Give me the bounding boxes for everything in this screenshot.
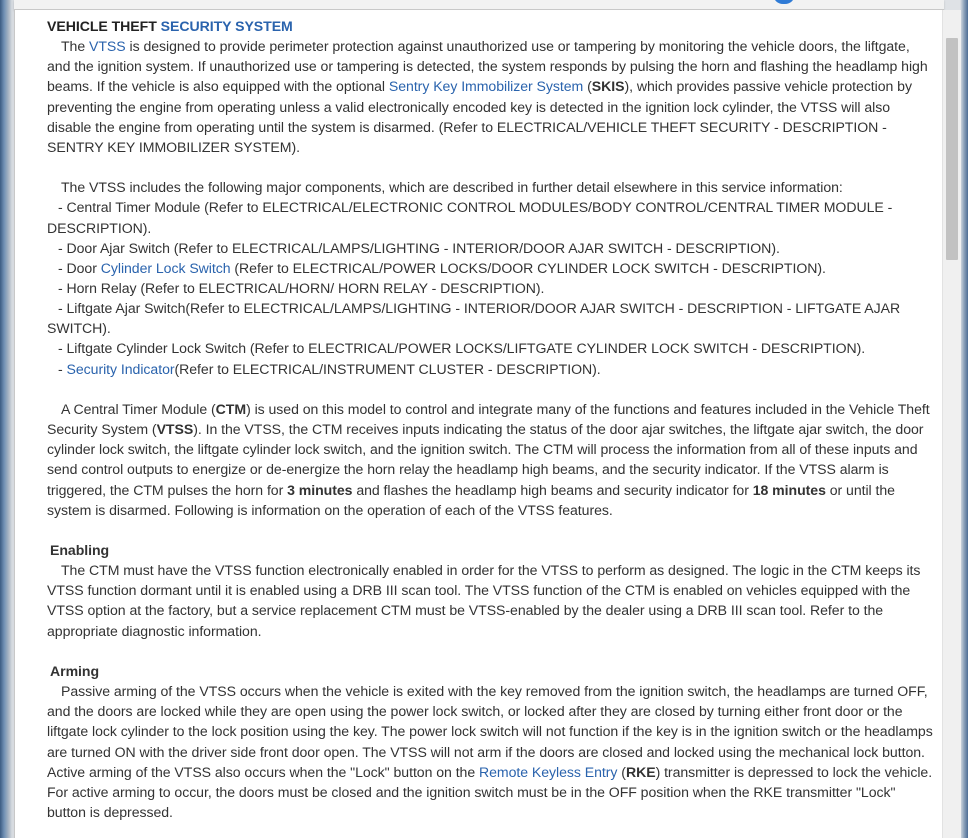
vtss-link[interactable]: VTSS [89, 38, 126, 55]
list-item: - Horn Relay (Refer to ELECTRICAL/HORN/ HORN RELAY - DESCRIPTION). [58, 280, 545, 297]
ctm-paragraph [47, 399, 935, 520]
title-prefix: VEHICLE THEFT [47, 18, 161, 34]
enabling-paragraph: The CTM must have the VTSS function electronically enabled in order for the VTSS to perform as designed. The logic in the CTM keeps its VTSS function dormant until it is enabled using a DRB III scan tool. The VTSS function of the CTM is enabled on vehicles equipped with the VTSS option at the factory, but a service replacement CTM must be VTSS-enabled by the dealer using a DRB III scan tool. Refer to the appropriate diagnostic information. [47, 562, 921, 639]
enabling-heading: Enabling [50, 542, 110, 559]
remote-keyless-entry-link[interactable]: Remote Keyless Entry [479, 763, 618, 780]
rke-abbrev: RKE [625, 763, 656, 780]
ctm-text-2: ) is used on this model to control and integrate many of the functions and features included in the Vehicle Theft Security System ( [47, 400, 930, 438]
intro-text-4: ), which provides passive vehicle protection by preventing the engine from operating unless a valid electronically encoded key is detected in the ignition lock cylinder, the VTSS will also disable the engine from operating until the system is disarmed. (Refer to ELECTRICAL/VEHICLE THEFT SECURITY - DESCRIPTION - SENTRY KEY IMMOBILIZER SYSTEM). [47, 78, 912, 155]
components-intro: The VTSS includes the following major components, which are described in further detail elsewhere in this service information: [61, 179, 843, 196]
flash-duration: 18 minutes [752, 481, 826, 498]
spacer [47, 379, 935, 399]
skis-link[interactable]: Sentry Key Immobilizer System [388, 78, 584, 95]
list-item-suffix: (Refer to ELECTRICAL/POWER LOCKS/DOOR CYLINDER LOCK SWITCH - DESCRIPTION). [230, 259, 826, 276]
horn-duration: 3 minutes [287, 481, 353, 498]
skis-abbrev: SKIS [591, 78, 625, 95]
arming-text-2: ( [617, 763, 626, 780]
list-item [47, 258, 935, 278]
document-pane [14, 10, 943, 838]
intro-paragraph [47, 36, 935, 157]
list-item: - Central Timer Module (Refer to ELECTRICAL/ELECTRONIC CONTROL MODULES/BODY CONTROL/CENTRAL TIMER MODULE - DESCRIPTION). [47, 199, 893, 236]
ctm-text-5: or until the system is disarmed. Following is information on the operation of each of the VTSS features. [47, 481, 895, 518]
ctm-text-4: and flashes the headlamp high beams and security indicator for [352, 481, 753, 498]
service-document [47, 16, 935, 822]
security-system-link[interactable]: SECURITY SYSTEM [160, 18, 293, 34]
cylinder-lock-switch-link[interactable]: Cylinder Lock Switch [100, 259, 231, 276]
spacer [47, 520, 935, 540]
list-item [47, 359, 935, 379]
list-item: - Liftgate Ajar Switch(Refer to ELECTRICAL/LAMPS/LIGHTING - INTERIOR/DOOR AJAR SWITCH - DESCRIPTION - LIFTGATE AJAR SWITCH). [47, 300, 901, 337]
list-item-prefix: - [58, 360, 67, 377]
intro-text-3: ( [583, 78, 592, 95]
window-top-bar [14, 0, 944, 10]
arming-text-1: Passive arming of the VTSS occurs when the vehicle is exited with the key removed from the ignition switch, the headlamps are turned OFF, and the doors are locked while they are open using the power lock switch, or locked after they are closed by turning either front door or the liftgate lock cylinder to the lock position using the key. The power lock switch will not function if the key is in the ignition switch or the headlamps are turned ON with the driver side front door open. The VTSS will not arm if the doors are closed and locked using the mechanical lock button. Active arming of the VTSS also occurs when the "Lock" button on the [47, 683, 933, 780]
intro-text-1: The [61, 38, 90, 55]
circle-button-icon[interactable] [773, 0, 795, 4]
list-item: - Door Ajar Switch (Refer to ELECTRICAL/LAMPS/LIGHTING - INTERIOR/DOOR AJAR SWITCH - DESCRIPTION). [58, 239, 780, 256]
list-item-suffix: (Refer to ELECTRICAL/INSTRUMENT CLUSTER - DESCRIPTION). [174, 360, 601, 377]
scrollbar-thumb[interactable] [946, 38, 958, 260]
security-indicator-link[interactable]: Security Indicator [66, 360, 175, 377]
vtss-abbrev: VTSS [156, 421, 194, 438]
list-item-prefix: - Door [58, 259, 101, 276]
arming-paragraph [47, 681, 935, 822]
arming-text-3: ) transmitter is depressed to lock the vehicle. For active arming to occur, the doors must be closed and the ignition switch must be in the OFF position when the RKE transmitter "Lock" button is depressed. [47, 763, 933, 821]
vertical-scrollbar[interactable] [942, 10, 961, 838]
ctm-text-3: ). In the VTSS, the CTM receives inputs indicating the status of the door ajar switches, the liftgate ajar switch, the door cylinder lock switch, the liftgate cylinder lock switch, and the ignition switch. The CTM will process the information from all of these inputs and send control outputs to energize or de-energize the horn relay the headlamp high beams, and the security indicator. If the VTSS alarm is triggered, the CTM pulses the horn for [47, 421, 924, 498]
ctm-abbrev: CTM [215, 400, 247, 417]
spacer [47, 157, 935, 177]
ctm-text-1: A Central Timer Module ( [61, 400, 216, 417]
arming-heading: Arming [50, 662, 100, 679]
page-title [47, 16, 935, 36]
intro-text-2: is designed to provide perimeter protection against unauthorized use or tampering by monitoring the vehicle doors, the liftgate, and the ignition system. If unauthorized use or tampering is detected, the system responds by pulsing the horn and flashing the headlamp high beams. If the vehicle is also equipped with the optional [47, 38, 928, 95]
spacer [47, 641, 935, 661]
list-item: - Liftgate Cylinder Lock Switch (Refer to ELECTRICAL/POWER LOCKS/LIFTGATE CYLINDER LOCK SWITCH - DESCRIPTION). [58, 340, 866, 357]
